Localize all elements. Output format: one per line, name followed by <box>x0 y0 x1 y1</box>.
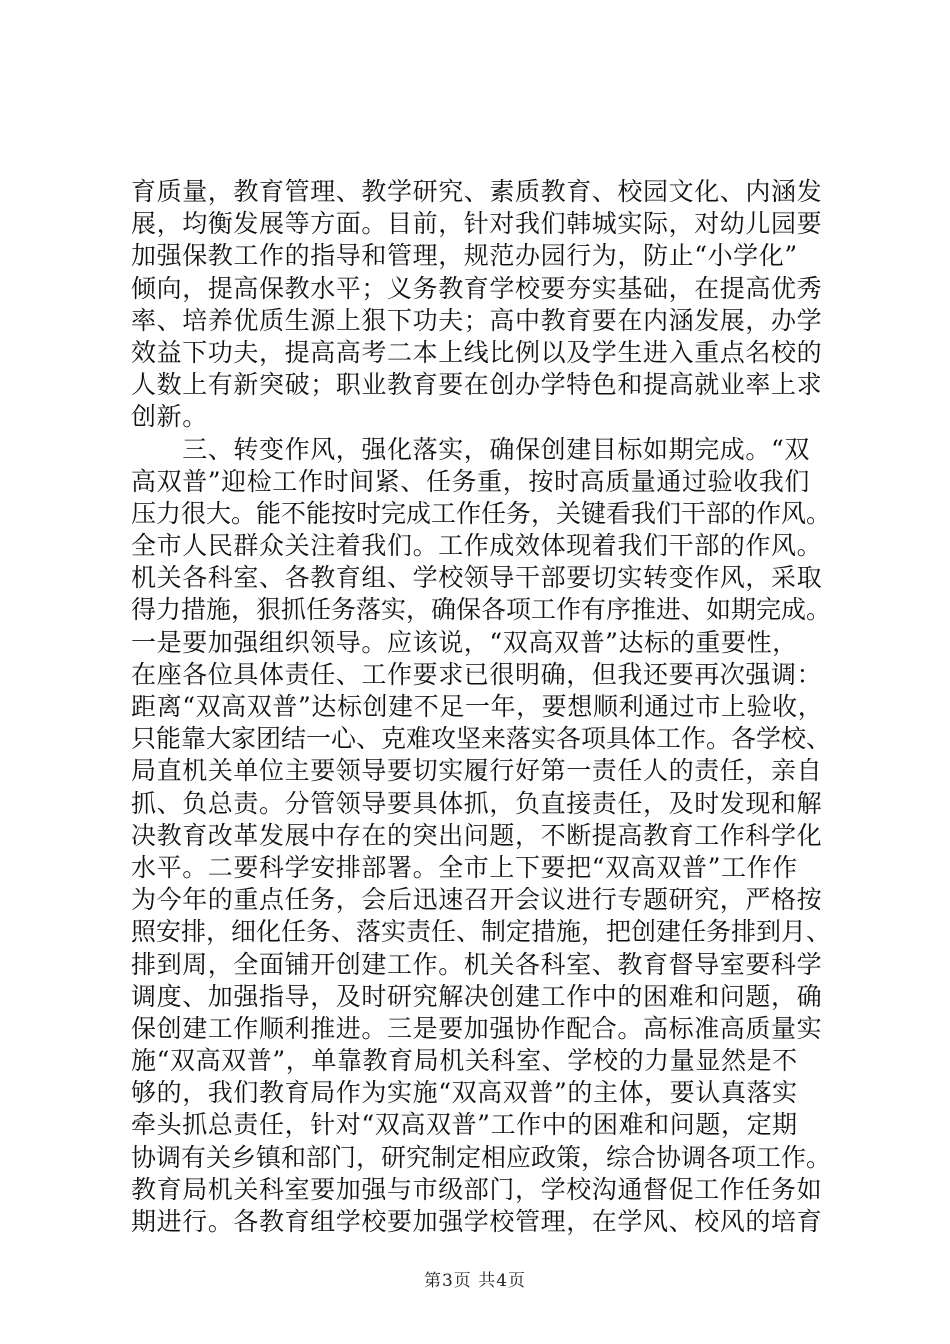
text-line: 调度、加强指导，及时研究解决创建工作中的困难和问题，确 <box>131 981 823 1011</box>
page-footer: 第3页 共4页 <box>423 1271 527 1291</box>
text-line: 三、转变作风，强化落实，确保创建目标如期完成。“双 <box>131 434 810 464</box>
text-line: 全市人民群众关注着我们。工作成效体现着我们干部的作风。 <box>131 531 823 561</box>
text-line: 距离“双高双普”达标创建不足一年，要想顺利通过市上验收， <box>131 692 824 721</box>
body-text <box>131 176 831 1238</box>
text-line: 局直机关单位主要领导要切实履行好第一责任人的责任，亲自 <box>131 756 823 786</box>
text-line: 期进行。各教育组学校要加强学校管理，在学风、校风的培育 <box>131 1207 823 1236</box>
text-line: 得力措施，狠抓任务落实，确保各项工作有序推进、如期完成。 <box>131 595 832 625</box>
text-line: 决教育改革发展中存在的突出问题，不断提高教育工作科学化 <box>131 820 823 850</box>
text-line: 保创建工作顺利推进。三是要加强协作配合。高标准高质量实 <box>131 1013 823 1043</box>
text-line: 协调有关乡镇和部门，研究制定相应政策，综合协调各项工作。 <box>131 1142 832 1172</box>
text-line: 够的，我们教育局作为实施“双高双普”的主体，要认真落实 <box>131 1078 798 1108</box>
text-line: 抓、负总责。分管领导要具体抓，负直接责任，及时发现和解 <box>131 788 823 818</box>
text-line: 照安排，细化任务、落实责任、制定措施，把创建任务排到月、 <box>131 917 832 947</box>
text-line: 人数上有新突破；职业教育要在创办学特色和提高就业率上求 <box>131 370 823 400</box>
text-line: 水平。二要科学安排部署。全市上下要把“双高双普”工作作 <box>131 852 798 882</box>
text-line: 排到周，全面铺开创建工作。机关各科室、教育督导室要科学 <box>131 949 823 979</box>
text-line: 机关各科室、各教育组、学校领导干部要切实转变作风，采取 <box>131 563 823 593</box>
text-line: 为今年的重点任务，会后迅速召开会议进行专题研究，严格按 <box>131 885 823 915</box>
text-line: 只能靠大家团结一心、克难攻坚来落实各项具体工作。各学校、 <box>131 724 832 754</box>
text-line: 育质量，教育管理、教学研究、素质教育、校园文化、内涵发 <box>131 177 823 206</box>
text-line: 压力很大。能不能按时完成工作任务，关键看我们干部的作风。 <box>131 498 832 528</box>
text-line: 展，均衡发展等方面。目前，针对我们韩城实际，对幼儿园要 <box>131 209 823 239</box>
text-line: 施“双高双普”，单靠教育局机关科室、学校的力量显然是不 <box>131 1046 798 1076</box>
text-line: 效益下功夫，提高高考二本上线比例以及学生进入重点名校的 <box>131 337 823 367</box>
text-line: 教育局机关科室要加强与市级部门，学校沟通督促工作任务如 <box>131 1174 823 1204</box>
text-line: 加强保教工作的指导和管理，规范办园行为，防止“小学化” <box>131 241 798 271</box>
text-line: 在座各位具体责任、工作要求已很明确，但我还要再次强调： <box>131 659 823 689</box>
text-line: 率、培养优质生源上狠下功夫；高中教育要在内涵发展，办学 <box>131 305 823 335</box>
text-line: 一是要加强组织领导。应该说，“双高双普”达标的重要性， <box>131 627 798 657</box>
text-line: 创新。 <box>131 402 208 432</box>
text-line: 倾向，提高保教水平；义务教育学校要夯实基础，在提高优秀 <box>131 273 823 303</box>
text-line: 高双普”迎检工作时间紧、任务重，按时高质量通过验收我们 <box>131 466 810 496</box>
text-line: 牵头抓总责任，针对“双高双普”工作中的困难和问题，定期 <box>131 1110 798 1140</box>
